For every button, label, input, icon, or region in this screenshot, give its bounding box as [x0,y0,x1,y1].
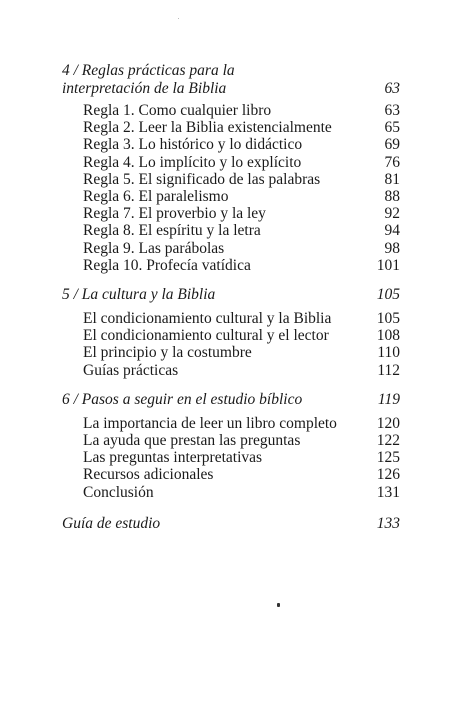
entry-page-number: 76 [384,153,400,171]
entry-label: El condicionamiento cultural y la Biblia [83,310,332,328]
entry-page-number: 65 [384,119,400,137]
entry-label: La ayuda que prestan las preguntas [83,432,301,450]
entry-page-number: 69 [384,136,400,154]
toc-entry [62,222,400,239]
toc-entry [62,188,400,205]
toc-entry [62,102,400,119]
table-of-contents [62,62,400,543]
entry-label: Conclusión [83,483,154,501]
section-title-line2: interpretación de la Biblia [62,80,227,97]
section-heading [62,515,400,533]
section-title-line1: 4 / Reglas prácticas para la [62,62,235,79]
section-heading [62,286,400,304]
entry-label: Regla 3. Lo histórico y lo didáctico [83,136,303,154]
section-page-number: 133 [376,514,400,532]
entry-page-number: 88 [384,188,400,206]
entry-label: Regla 6. El paralelismo [83,188,229,206]
toc-study-guide [62,515,400,533]
entry-page-number: 126 [376,466,400,484]
toc-section-4 [62,62,400,274]
toc-entry [62,310,400,327]
section-heading [62,62,400,98]
section-title: 5 / La cultura y la Biblia [62,286,216,304]
section-title: 6 / Pasos a seguir en el estudio bíblico [62,390,303,408]
entry-page-number: 101 [376,256,400,274]
toc-entry [62,344,400,361]
toc-entry [62,240,400,257]
entry-page-number: 92 [384,205,400,223]
toc-entry [62,257,400,274]
section-page-number: 119 [377,390,400,408]
toc-entry [62,362,400,379]
entry-label: Las preguntas interpretativas [83,449,263,467]
entry-label: Regla 5. El significado de las palabras [83,170,321,188]
ink-speck [277,603,280,607]
entry-label: Regla 4. Lo implícito y lo explícito [83,153,302,171]
section-title: Guía de estudio [62,514,161,532]
toc-entry [62,327,400,344]
entry-label: El principio y la costumbre [83,344,252,362]
entry-label: Regla 7. El proverbio y la ley [83,205,266,223]
section-page-number: 63 [384,80,400,97]
entry-page-number: 63 [384,102,400,119]
toc-entry [62,171,400,188]
toc-entry [62,466,400,483]
toc-entry [62,205,400,222]
entry-label: Regla 1. Como cualquier libro [83,102,272,119]
entry-page-number: 105 [376,310,400,328]
speck-mark [178,18,179,19]
entry-list [62,310,400,379]
entry-label: Guías prácticas [83,361,179,379]
entry-page-number: 120 [376,414,400,432]
entry-page-number: 131 [376,483,400,501]
toc-entry [62,119,400,136]
entry-page-number: 94 [384,222,400,240]
entry-page-number: 110 [377,344,400,362]
entry-list [62,415,400,501]
section-heading [62,391,400,409]
entry-page-number: 98 [384,239,400,257]
entry-label: Regla 8. El espíritu y la letra [83,222,261,240]
section-page-number: 105 [376,286,400,304]
entry-page-number: 81 [384,170,400,188]
toc-section-5 [62,286,400,379]
toc-entry [62,484,400,501]
entry-label: El condicionamiento cultural y el lector [83,327,329,345]
entry-page-number: 125 [376,449,400,467]
toc-section-6 [62,391,400,501]
entry-label: Recursos adicionales [83,466,214,484]
toc-entry [62,136,400,153]
toc-entry [62,432,400,449]
entry-page-number: 112 [377,361,400,379]
entry-label: Regla 10. Profecía vatídica [83,256,251,274]
toc-entry [62,415,400,432]
entry-page-number: 122 [376,432,400,450]
entry-list [62,102,400,274]
entry-label: La importancia de leer un libro completo [83,414,337,432]
toc-entry [62,449,400,466]
toc-entry [62,154,400,171]
entry-label: Regla 2. Leer la Biblia existencialmente [83,119,332,137]
entry-label: Regla 9. Las parábolas [83,239,225,257]
entry-page-number: 108 [376,327,400,345]
